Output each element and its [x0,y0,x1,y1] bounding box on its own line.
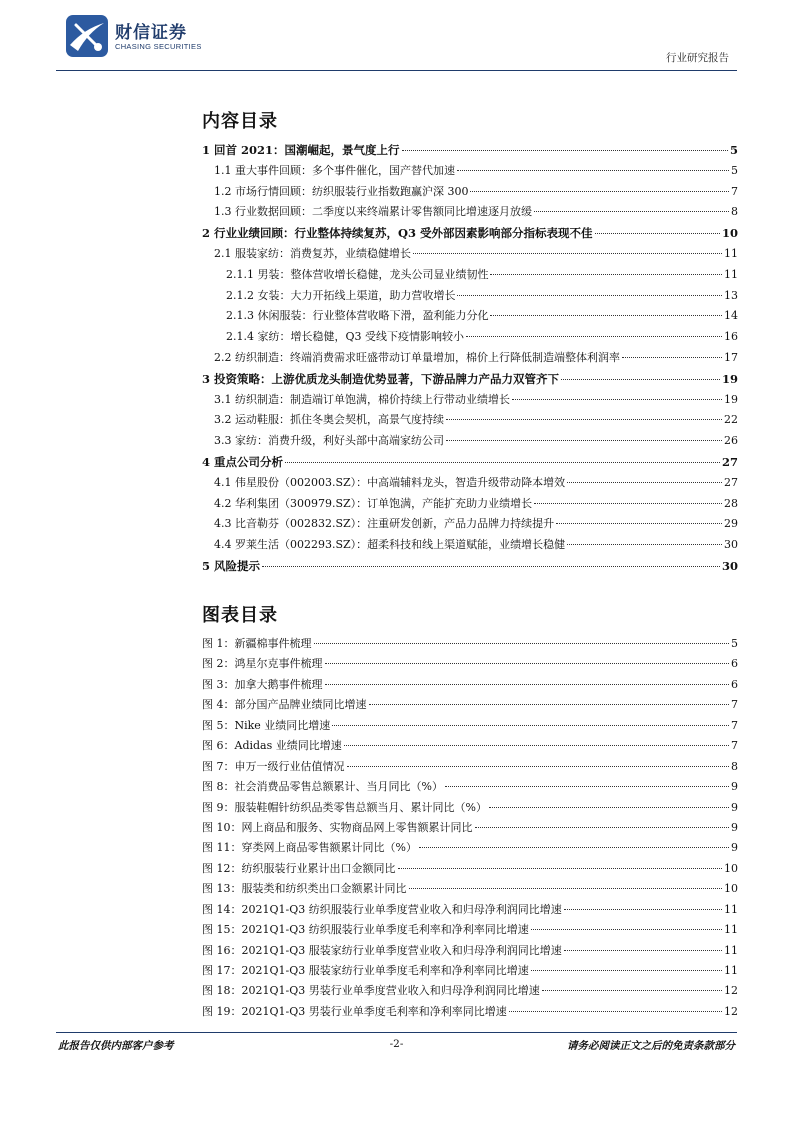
toc-entry[interactable] [202,535,738,556]
dot-leader [490,315,722,316]
dot-leader [567,544,722,545]
dot-leader [457,170,729,171]
dot-leader [475,827,730,828]
figure-list [202,634,738,1022]
toc-entry-title: 4 重点公司分析 [202,454,284,469]
dot-leader [466,336,722,337]
toc-entry-page: 30 [724,538,738,552]
figure-entry-page: 5 [731,637,738,650]
figure-entry[interactable] [202,716,738,736]
figure-entry-title: 图 17：2021Q1-Q3 服装家纺行业单季度毛利率和净利率同比增速 [202,964,529,977]
dot-leader [534,503,722,504]
toc-entry-title: 4.2 华利集团（300979.SZ）：订单饱满，产能扩充助力业绩增长 [214,496,533,510]
toc-entry[interactable] [202,327,738,348]
dot-leader [490,274,722,275]
toc-entry[interactable] [202,390,738,411]
toc-entry-page: 13 [724,288,738,302]
toc-entry-title: 1 回首 2021：国潮崛起，景气度上行 [202,143,400,157]
toc-entry[interactable] [202,514,738,535]
toc-entry-page: 16 [724,330,738,344]
dot-leader [413,253,722,254]
figure-entry[interactable] [202,818,738,838]
toc-entry[interactable] [202,140,738,161]
toc-entry-page: 29 [724,517,738,531]
toc-entry-page: 7 [731,184,738,198]
figure-entry-page: 12 [724,984,738,998]
toc-entry[interactable] [202,223,738,244]
toc-entry[interactable] [202,286,738,307]
figure-entry-title: 图 13：服装类和纺织类出口金额累计同比 [202,882,407,896]
figure-entry-page: 11 [724,943,738,957]
dot-leader [402,150,728,151]
dot-leader [622,357,722,358]
figure-entry[interactable] [202,757,738,777]
dot-leader [344,745,729,746]
toc-entry-title: 2.1.3 休闲服装：行业整体营收略下滑，盈利能力分化 [226,309,489,323]
figure-entry[interactable] [202,654,738,674]
dot-leader [512,399,722,400]
toc-entry[interactable] [202,348,738,369]
figure-entry[interactable] [202,777,738,797]
figure-entry[interactable] [202,634,738,654]
toc-entry[interactable] [202,369,738,390]
toc-entry-title: 2.2 纺织制造：终端消费需求旺盛带动订单量增加，棉价上行降低制造端整体利润率 [214,350,620,364]
dot-leader [567,482,722,483]
toc-entry-page: 5 [729,143,738,157]
toc-entry[interactable] [202,306,738,327]
dot-leader [470,191,729,192]
toc-entry[interactable] [202,473,738,494]
dot-leader [446,440,722,441]
figure-entry-page: 12 [724,1004,738,1018]
figure-entry[interactable] [202,675,738,695]
figure-entry-title: 图 12：纺织服装行业累计出口金额同比 [202,861,396,875]
dot-leader [489,807,729,808]
header-divider [56,70,737,71]
logo-mark-icon [66,15,108,57]
figure-entry[interactable] [202,1002,738,1022]
dot-leader [531,929,722,930]
dot-leader [542,990,722,991]
footer-disclaimer-right: 请务必阅读正文之后的免责条款部分 [567,1040,735,1052]
toc-entry-title: 1.3 行业数据回顾：二季度以来终端累计零售额同比增速逐月放缓 [214,205,532,219]
dot-leader [556,523,722,524]
dot-leader [347,766,730,767]
dot-leader [561,379,720,380]
figure-entry-title: 图 1：新疆棉事件梳理 [202,637,312,650]
toc-list [202,140,738,577]
figure-entry[interactable] [202,900,738,920]
figure-entry[interactable] [202,920,738,940]
toc-entry[interactable] [202,431,738,452]
toc-entry[interactable] [202,494,738,515]
dot-leader [325,663,730,664]
figure-entry[interactable] [202,981,738,1001]
company-logo [66,15,206,61]
dot-leader [285,462,720,463]
dot-leader [419,847,729,848]
toc-entry-page: 30 [721,558,738,573]
figure-entry-title: 图 5：Nike 业绩同比增速 [202,718,331,732]
dot-leader [409,888,723,889]
toc-entry[interactable] [202,452,738,473]
toc-entry-title: 1.1 重大事件回顾：多个事件催化，国产替代加速 [214,163,455,177]
figure-entry-title: 图 6：Adidas 业绩同比增速 [202,739,342,753]
figure-entry-page: 8 [731,759,738,773]
figure-entry-page: 6 [731,677,738,691]
figure-entry-title: 图 18：2021Q1-Q3 男装行业单季度营业收入和归母净利润同比增速 [202,984,540,998]
toc-entry-page: 22 [724,413,738,427]
toc-entry-page: 27 [721,454,738,469]
toc-entry-title: 5 风险提示 [202,558,261,573]
figure-entry-title: 图 10：网上商品和服务、实物商品网上零售额累计同比 [202,820,473,834]
figure-entry-title: 图 3：加拿大鹅事件梳理 [202,677,323,691]
figure-entry-title: 图 15：2021Q1-Q3 纺织服装行业单季度毛利率和净利率同比增速 [202,923,529,937]
toc-entry-page: 17 [724,350,738,364]
toc-entry-title: 3 投资策略：上游优质龙头制造优势显著，下游品牌力产品力双管齐下 [202,371,560,386]
toc-entry-title: 2 行业业绩回顾：行业整体持续复苏，Q3 受外部因素影响部分指标表现不佳 [202,226,593,241]
figure-entry-page: 7 [731,718,738,732]
toc-entry-page: 14 [724,309,738,323]
toc-entry-title: 2.1 服装家纺：消费复苏，业绩稳健增长 [214,246,411,260]
toc-entry-page: 8 [731,205,738,219]
toc-entry[interactable] [202,244,738,265]
toc-entry[interactable] [202,265,738,286]
figure-entry-page: 11 [724,964,738,977]
figure-entry-page: 7 [731,739,738,753]
toc-entry-title: 4.1 伟星股份（002003.SZ）：中高端辅料龙头，智造升级带动降本增效 [214,475,566,489]
figure-entry-title: 图 16：2021Q1-Q3 服装家纺行业单季度营业收入和归母净利润同比增速 [202,943,562,957]
toc-entry-title: 1.2 市场行情回顾：纺织服装行业指数跑赢沪深 300 [214,184,469,198]
toc-entry-title: 3.3 家纺：消费升级，利好头部中高端家纺公司 [214,434,444,448]
figure-entry-title: 图 2：鸿星尔克事件梳理 [202,657,323,671]
figure-entry-page: 9 [731,841,738,855]
figure-entry-page: 11 [724,902,738,916]
figure-entry[interactable] [202,961,738,981]
toc-entry-title: 4.4 罗莱生活（002293.SZ）：超柔科技和线上渠道赋能，业绩增长稳健 [214,538,566,552]
toc-entry-page: 10 [721,226,738,241]
toc-entry-page: 11 [724,267,738,281]
toc-entry-page: 28 [724,496,738,510]
figure-entry-title: 图 11：穿类网上商品零售额累计同比（%） [202,841,417,855]
dot-leader [457,295,722,296]
dot-leader [445,786,729,787]
toc-entry-title: 2.1.1 男装：整体营收增长稳健，龙头公司显业绩韧性 [226,267,489,281]
toc-entry[interactable] [202,182,738,203]
report-type-label: 行业研究报告 [666,52,729,64]
toc-entry-page: 19 [724,392,738,406]
figure-entry[interactable] [202,879,738,899]
figure-entry[interactable] [202,736,738,756]
dot-leader [332,725,729,726]
figure-entry[interactable] [202,695,738,715]
figure-entry[interactable] [202,798,738,818]
toc-entry-page: 26 [724,434,738,448]
toc-entry-page: 27 [724,475,738,489]
dot-leader [369,704,730,705]
figure-entry[interactable] [202,859,738,879]
dot-leader [564,909,722,910]
toc-entry[interactable] [202,410,738,431]
dot-leader [325,684,730,685]
figure-entry[interactable] [202,838,738,858]
footer-disclaimer-left: 此报告仅供内部客户参考 [58,1040,174,1052]
figure-entry-title: 图 9：服装鞋帽针纺织品类零售总额当月、累计同比（%） [202,800,487,814]
page-number: -2- [389,1038,404,1050]
figure-entry-page: 11 [724,923,738,937]
figure-entry-page: 9 [731,780,738,794]
logo-english-name: CHASING SECURITIES [115,42,202,51]
figure-entry-title: 图 7：申万一级行业估值情况 [202,759,345,773]
toc-entry-page: 11 [724,246,738,260]
dot-leader [564,950,722,951]
dot-leader [446,419,722,420]
toc-entry[interactable] [202,556,738,577]
dot-leader [314,643,730,644]
toc-entry-page: 19 [721,371,738,386]
dot-leader [262,566,720,567]
figure-entry-title: 图 19：2021Q1-Q3 男装行业单季度毛利率和净利率同比增速 [202,1004,507,1018]
dot-leader [595,233,720,234]
figure-entry-title: 图 4：部分国产品牌业绩同比增速 [202,698,367,712]
dot-leader [534,211,729,212]
logo-chinese-name: 财信证券 [115,23,187,43]
figure-entry-page: 9 [731,820,738,834]
figure-entry-page: 10 [724,861,738,875]
toc-entry[interactable] [202,202,738,223]
figure-entry[interactable] [202,941,738,961]
footer-divider [56,1032,737,1033]
figure-entry-title: 图 14：2021Q1-Q3 纺织服装行业单季度营业收入和归母净利润同比增速 [202,902,562,916]
toc-entry-title: 4.3 比音勒芬（002832.SZ）：注重研发创新，产品力品牌力持续提升 [214,517,555,531]
toc-entry-title: 2.1.4 家纺：增长稳健，Q3 受线下疫情影响较小 [226,330,464,344]
figure-entry-title: 图 8：社会消费品零售总额累计、当月同比（%） [202,780,443,794]
figure-entry-page: 9 [731,800,738,814]
figure-entry-page: 6 [731,657,738,671]
dot-leader [531,970,722,971]
toc-entry-page: 5 [731,163,738,177]
dot-leader [398,868,723,869]
dot-leader [509,1011,722,1012]
toc-entry-title: 3.1 纺织制造：制造端订单饱满，棉价持续上行带动业绩增长 [214,392,510,406]
toc-entry[interactable] [202,161,738,182]
toc-entry-title: 3.2 运动鞋服：抓住冬奥会契机，高景气度持续 [214,413,444,427]
toc-title: 内容目录 [202,111,278,132]
figure-list-title: 图表目录 [202,605,278,626]
figure-entry-page: 10 [724,882,738,896]
figure-entry-page: 7 [731,698,738,712]
toc-entry-title: 2.1.2 女装：大力开拓线上渠道，助力营收增长 [226,288,456,302]
